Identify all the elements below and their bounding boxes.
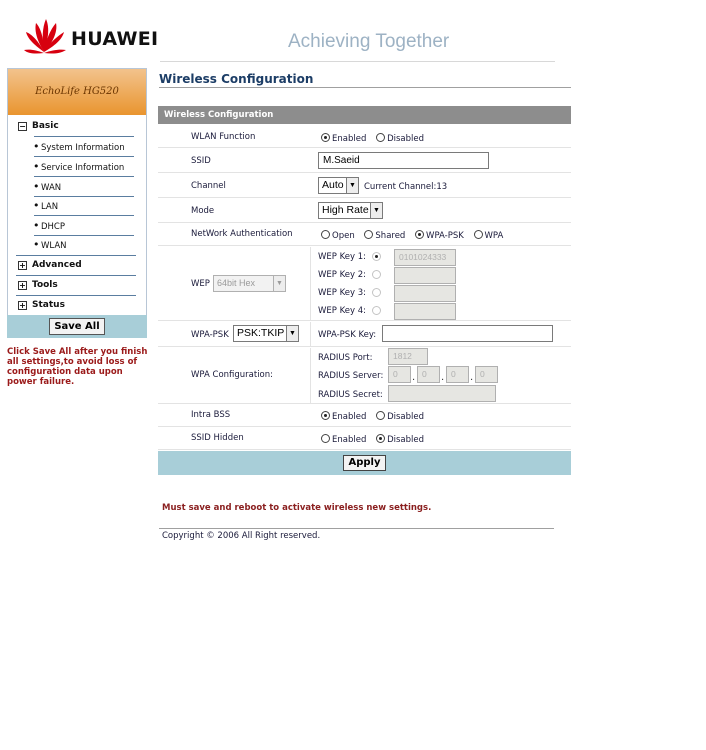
wpa-psk-cipher-select[interactable]	[233, 325, 299, 342]
wep-key4-radio[interactable]	[372, 306, 381, 315]
auth-shared-option[interactable]	[364, 231, 405, 241]
wep-key2-input[interactable]	[394, 267, 456, 284]
column-divider	[310, 348, 311, 403]
auth-wpa-psk-option[interactable]	[415, 231, 464, 241]
radio-selected-icon[interactable]	[415, 230, 424, 239]
option-label: Shared	[375, 231, 406, 241]
wep-key1-input[interactable]: 0101024333	[394, 249, 456, 266]
nav-item-label: WAN	[41, 183, 62, 193]
footer-divider	[159, 528, 554, 529]
radius-port-input[interactable]: 1812	[388, 348, 428, 365]
nav-divider	[16, 255, 136, 256]
wlan-function-radios	[321, 133, 431, 144]
nav-divider	[34, 156, 134, 157]
mode-value: High Rate	[322, 204, 369, 216]
wlan-enabled-option[interactable]	[321, 134, 366, 144]
auth-label: NetWork Authentication	[191, 229, 293, 239]
wep-key4-label: WEP Key 4:	[318, 306, 366, 316]
radio-icon[interactable]	[376, 411, 385, 420]
wep-type-value: 64bit Hex	[217, 278, 256, 288]
nav-item-label: Service Information	[41, 163, 125, 173]
nav-item-label: System Information	[41, 143, 125, 153]
nav-group-basic[interactable]	[8, 118, 146, 137]
wlan-function-label: WLAN Function	[191, 132, 256, 142]
wep-label: WEP	[191, 279, 210, 289]
wep-key4-input[interactable]	[394, 303, 456, 320]
current-channel-label: Current Channel:13	[364, 182, 448, 192]
channel-value: Auto	[322, 179, 344, 191]
collapse-icon[interactable]: −	[19, 122, 26, 131]
copyright: Copyright © 2006 All Right reserved.	[162, 531, 321, 541]
option-label: Open	[332, 231, 355, 241]
ip-dot: .	[412, 372, 416, 383]
mode-select[interactable]	[318, 202, 383, 219]
sidebar	[7, 68, 147, 338]
radio-icon[interactable]	[376, 133, 385, 142]
header-divider	[160, 61, 555, 62]
bullet-icon: •	[33, 238, 40, 251]
save-all-note: Click Save All after you finish all settings,to avoid loss of configuration data upon power failure.	[7, 347, 148, 387]
wep-key3-radio[interactable]	[372, 288, 381, 297]
radio-icon[interactable]	[364, 230, 373, 239]
row-wlan-function	[158, 126, 571, 148]
nav-divider	[34, 215, 134, 216]
radius-secret-label: RADIUS Secret:	[318, 390, 383, 400]
nav-group-label: Basic	[32, 121, 59, 131]
radius-port-label: RADIUS Port:	[318, 353, 373, 363]
ssid-hidden-enabled-option[interactable]	[321, 435, 366, 445]
mode-label: Mode	[191, 206, 215, 216]
ssid-hidden-disabled-option[interactable]	[376, 435, 424, 445]
radius-server-label: RADIUS Server:	[318, 371, 384, 381]
reboot-note: Must save and reboot to activate wireless new settings.	[162, 503, 432, 513]
brand-name: HUAWEI	[71, 28, 159, 50]
intra-bss-disabled-option[interactable]	[376, 412, 424, 422]
radio-selected-icon[interactable]	[321, 133, 330, 142]
intra-bss-radios	[321, 411, 431, 422]
bullet-icon: •	[33, 199, 40, 212]
option-label: Enabled	[332, 134, 367, 144]
nav-group-advanced[interactable]	[8, 257, 146, 276]
chevron-down-icon[interactable]: ▼	[370, 203, 382, 218]
nav-group-status[interactable]	[8, 297, 146, 316]
chevron-down-icon[interactable]: ▼	[273, 276, 285, 291]
nav-group-label: Status	[32, 300, 65, 310]
nav-group-label: Tools	[32, 280, 58, 290]
ssid-hidden-label: SSID Hidden	[191, 433, 244, 443]
panel-header: Wireless Configuration	[158, 106, 571, 124]
wpa-psk-key-input[interactable]	[382, 325, 553, 342]
wep-key3-input[interactable]	[394, 285, 456, 302]
nav-divider	[34, 136, 134, 137]
column-divider	[310, 322, 311, 346]
channel-select[interactable]	[318, 177, 359, 194]
row-ssid-hidden	[158, 428, 571, 450]
radius-server-octet-2[interactable]: 0	[417, 366, 440, 383]
option-label: WPA-PSK	[426, 231, 464, 241]
ssid-label: SSID	[191, 156, 211, 166]
nav-item-wlan[interactable]	[8, 237, 146, 256]
huawei-petals-icon	[24, 16, 68, 56]
nav-group-tools[interactable]	[8, 277, 146, 296]
option-label: Disabled	[387, 412, 424, 422]
row-wpa-configuration	[158, 348, 571, 404]
row-ssid	[158, 149, 571, 173]
wpa-config-label: WPA Configuration:	[191, 370, 274, 380]
wireless-config-panel	[158, 106, 571, 476]
nav-group-label: Advanced	[32, 260, 82, 270]
wpa-psk-label: WPA-PSK	[191, 330, 229, 340]
row-mode	[158, 199, 571, 223]
row-channel	[158, 174, 571, 198]
radio-icon[interactable]	[321, 434, 330, 443]
huawei-logo	[24, 16, 164, 56]
wep-key3-label: WEP Key 3:	[318, 288, 366, 298]
radius-server-octet-1[interactable]: 0	[388, 366, 411, 383]
nav-divider	[16, 275, 136, 276]
ssid-hidden-radios	[321, 434, 431, 445]
chevron-down-icon[interactable]: ▼	[286, 326, 298, 341]
model-banner: EchoLife HG520	[8, 69, 146, 115]
intra-bss-label: Intra BSS	[191, 410, 231, 420]
bullet-icon: •	[33, 219, 40, 232]
ssid-input[interactable]: M.Saeid	[318, 152, 489, 169]
row-wep	[158, 247, 571, 321]
auth-wpa-option[interactable]	[474, 231, 504, 241]
nav-item-label: WLAN	[41, 241, 67, 251]
radio-selected-icon[interactable]	[376, 434, 385, 443]
bullet-icon: •	[33, 160, 40, 173]
wep-key2-radio[interactable]	[372, 270, 381, 279]
ip-dot: .	[470, 372, 474, 383]
tagline: Achieving Together	[288, 31, 450, 52]
wep-key1-radio[interactable]	[372, 252, 381, 261]
row-network-authentication	[158, 224, 571, 246]
nav-divider	[34, 176, 134, 177]
option-label: WPA	[484, 231, 504, 241]
wlan-disabled-option[interactable]	[376, 134, 424, 144]
nav-divider	[34, 235, 134, 236]
channel-label: Channel	[191, 181, 226, 191]
radius-server-octet-4[interactable]: 0	[475, 366, 498, 383]
nav-item-label: LAN	[41, 202, 59, 212]
auth-radios	[321, 230, 510, 241]
row-intra-bss	[158, 405, 571, 427]
radio-icon[interactable]	[321, 230, 330, 239]
nav-item-label: DHCP	[41, 222, 65, 232]
expand-icon[interactable]: +	[19, 301, 26, 310]
option-label: Enabled	[332, 435, 367, 445]
ip-dot: .	[441, 372, 445, 383]
option-label: Disabled	[387, 134, 424, 144]
radius-secret-input[interactable]	[388, 385, 496, 402]
auth-open-option[interactable]	[321, 231, 355, 241]
bullet-icon: •	[33, 180, 40, 193]
option-label: Disabled	[387, 435, 424, 445]
option-label: Enabled	[332, 412, 367, 422]
chevron-down-icon[interactable]: ▼	[346, 178, 358, 193]
column-divider	[310, 247, 311, 320]
radio-selected-icon[interactable]	[321, 411, 330, 420]
intra-bss-enabled-option[interactable]	[321, 412, 366, 422]
row-wpa-psk	[158, 322, 571, 347]
apply-button[interactable]: Apply	[343, 455, 386, 471]
radio-icon[interactable]	[474, 230, 483, 239]
title-divider	[159, 87, 571, 88]
nav-divider	[34, 196, 134, 197]
cipher-value: PSK:TKIP	[237, 327, 285, 339]
save-all-button[interactable]: Save All	[49, 318, 105, 335]
wep-type-select[interactable]	[213, 275, 286, 292]
wep-key2-label: WEP Key 2:	[318, 270, 366, 280]
save-all-bar	[7, 315, 147, 338]
apply-bar	[158, 451, 571, 475]
expand-icon[interactable]: +	[19, 281, 26, 290]
radius-server-octet-3[interactable]: 0	[446, 366, 469, 383]
page-title: Wireless Configuration	[159, 72, 314, 86]
nav-divider	[16, 295, 136, 296]
bullet-icon: •	[33, 140, 40, 153]
wpa-psk-key-label: WPA-PSK Key:	[318, 330, 377, 340]
expand-icon[interactable]: +	[19, 261, 26, 270]
wep-key1-label: WEP Key 1:	[318, 252, 366, 262]
